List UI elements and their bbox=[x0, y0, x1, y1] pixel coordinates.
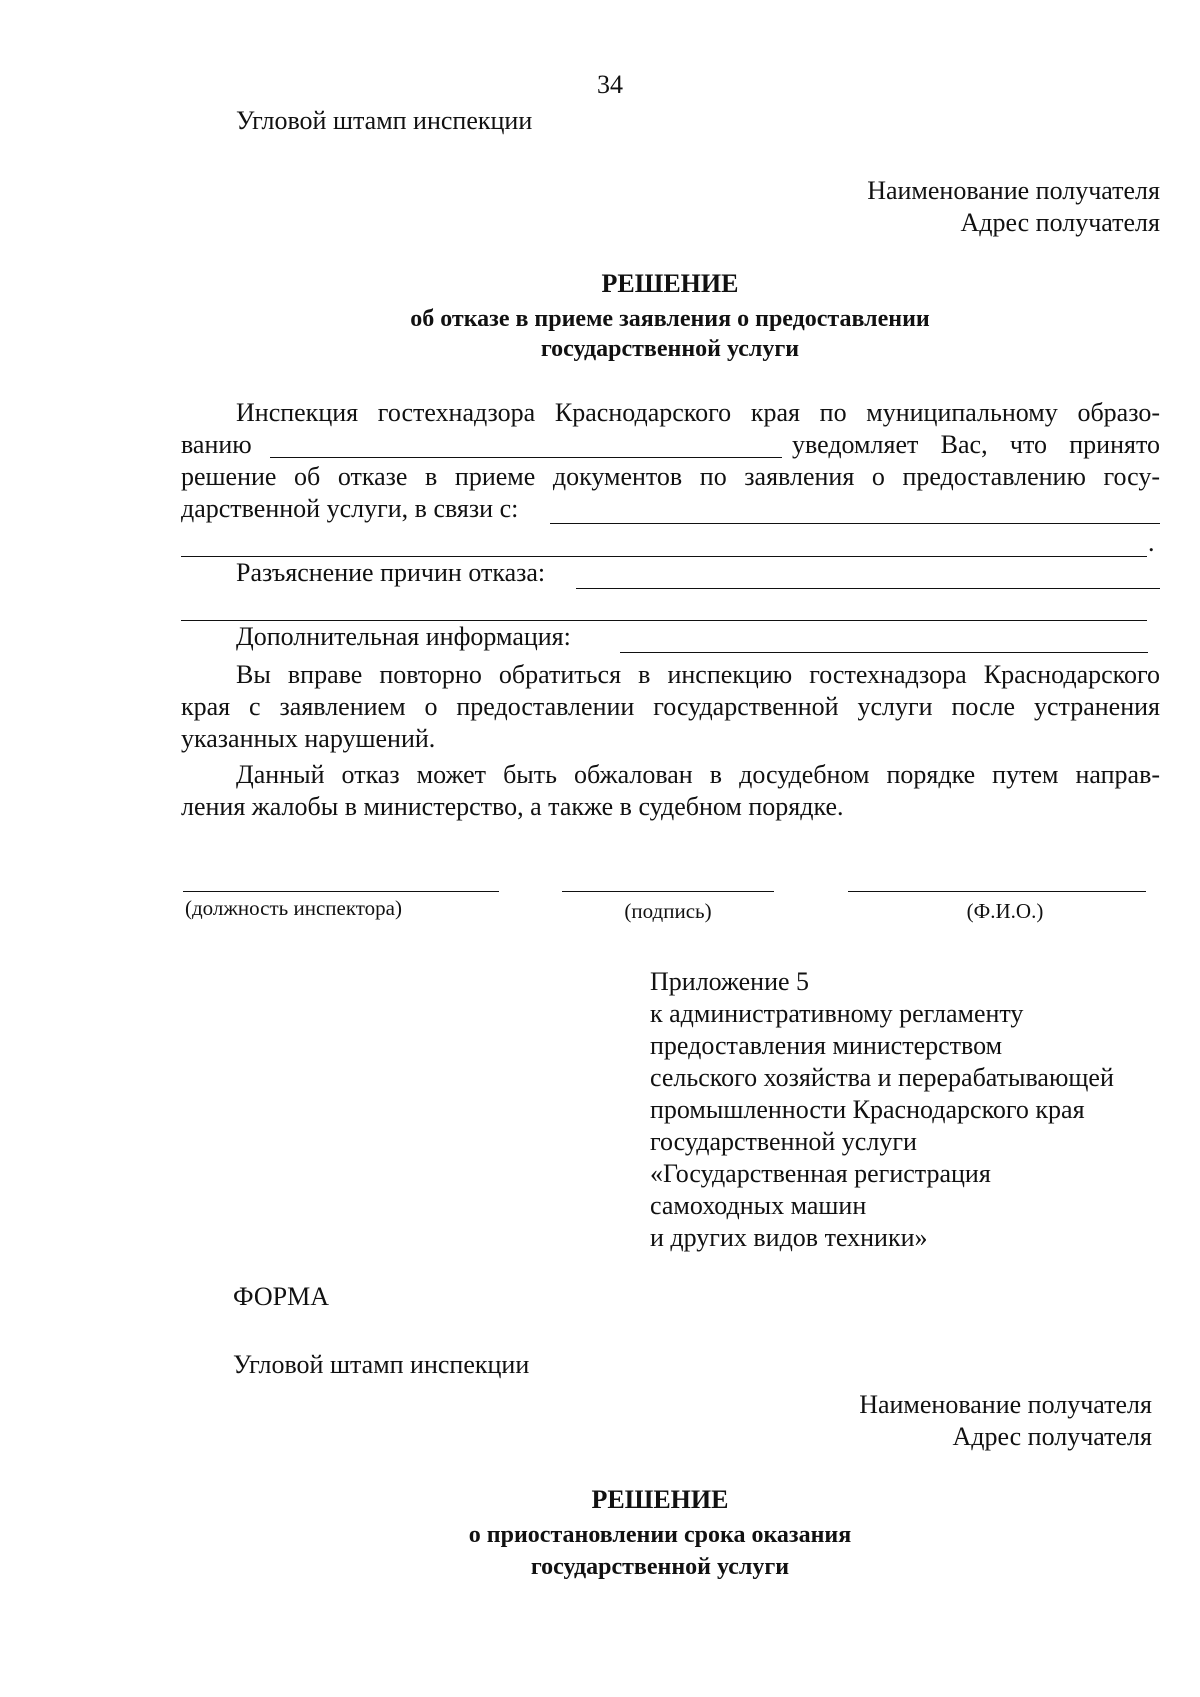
decision-subtitle-line1: об отказе в приеме заявления о предоставлении bbox=[410, 306, 930, 332]
decision-title: РЕШЕНИЕ bbox=[601, 269, 739, 298]
recipient-address: Адрес получателя bbox=[960, 208, 1160, 237]
reason-blank-line-2 bbox=[181, 556, 1147, 557]
municipality-blank-line bbox=[270, 457, 782, 458]
form-label: ФОРМА bbox=[233, 1282, 329, 1311]
body-line-1: Инспекция гостехнадзора Краснодарского края по муниципальному образо- bbox=[236, 398, 1160, 427]
decision-subtitle-2-line2: государственной услуги bbox=[530, 1554, 790, 1580]
reasons-label: Разъяснение причин отказа: bbox=[236, 558, 546, 587]
recipient-name-2: Наименование получателя bbox=[859, 1390, 1152, 1419]
signature-caption: (подпись) bbox=[624, 899, 712, 923]
fio-signature-line bbox=[848, 891, 1146, 892]
appendix-line-4: сельского хозяйства и перерабатывающей bbox=[650, 1063, 1114, 1092]
corner-stamp-label: Угловой штамп инспекции bbox=[236, 106, 533, 135]
appendix-line-8: самоходных машин bbox=[650, 1191, 867, 1220]
appendix-line-1: Приложение 5 bbox=[650, 967, 810, 996]
recipient-name: Наименование получателя bbox=[867, 176, 1160, 205]
appendix-line-7: «Государственная регистрация bbox=[650, 1159, 991, 1188]
reasons-blank-line-1 bbox=[576, 588, 1160, 589]
body-line-3: решение об отказе в приеме документов по заявления о предоставлению госу- bbox=[181, 462, 1160, 491]
page-number: 34 bbox=[597, 70, 623, 99]
appeal-line-1: Данный отказ может быть обжалован в досудебном порядке путем направ- bbox=[236, 760, 1160, 789]
appendix-line-9: и других видов техники» bbox=[650, 1223, 928, 1252]
body-line-4: дарственной услуги, в связи с: bbox=[181, 494, 519, 523]
appeal-line-2: ления жалобы в министерство, а также в судебном порядке. bbox=[181, 792, 844, 821]
fio-caption: (Ф.И.О.) bbox=[966, 899, 1044, 923]
appendix-line-2: к административному регламенту bbox=[650, 999, 1024, 1028]
decision-subtitle-2-line1: о приостановлении срока оказания bbox=[468, 1522, 852, 1548]
position-caption: (должность инспектора) bbox=[185, 896, 402, 920]
body-line-2b: уведомляет Вас, что принято bbox=[792, 430, 1160, 459]
reason-blank-line-1 bbox=[550, 523, 1160, 524]
corner-stamp-label-2: Угловой штамп инспекции bbox=[233, 1350, 530, 1379]
reason-end-period: . bbox=[1148, 528, 1155, 557]
position-signature-line bbox=[183, 891, 499, 892]
appendix-line-3: предоставления министерством bbox=[650, 1031, 1003, 1060]
decision-title-2: РЕШЕНИЕ bbox=[591, 1485, 729, 1514]
reasons-blank-line-2 bbox=[181, 620, 1147, 621]
reapply-line-1: Вы вправе повторно обратиться в инспекцию гостехнадзора Краснодарского bbox=[236, 660, 1160, 689]
recipient-address-2: Адрес получателя bbox=[952, 1422, 1152, 1451]
reapply-line-3: указанных нарушений. bbox=[181, 724, 436, 753]
appendix-line-6: государственной услуги bbox=[650, 1127, 917, 1156]
decision-subtitle-line2: государственной услуги bbox=[540, 336, 800, 362]
reapply-line-2: края с заявлением о предоставлении государственной услуги после устранения bbox=[181, 692, 1160, 721]
additional-info-blank-line bbox=[620, 652, 1148, 653]
signature-line bbox=[562, 891, 774, 892]
appendix-line-5: промышленности Краснодарского края bbox=[650, 1095, 1085, 1124]
additional-info-label: Дополнительная информация: bbox=[236, 622, 571, 651]
body-line-2a: ванию bbox=[181, 430, 252, 459]
